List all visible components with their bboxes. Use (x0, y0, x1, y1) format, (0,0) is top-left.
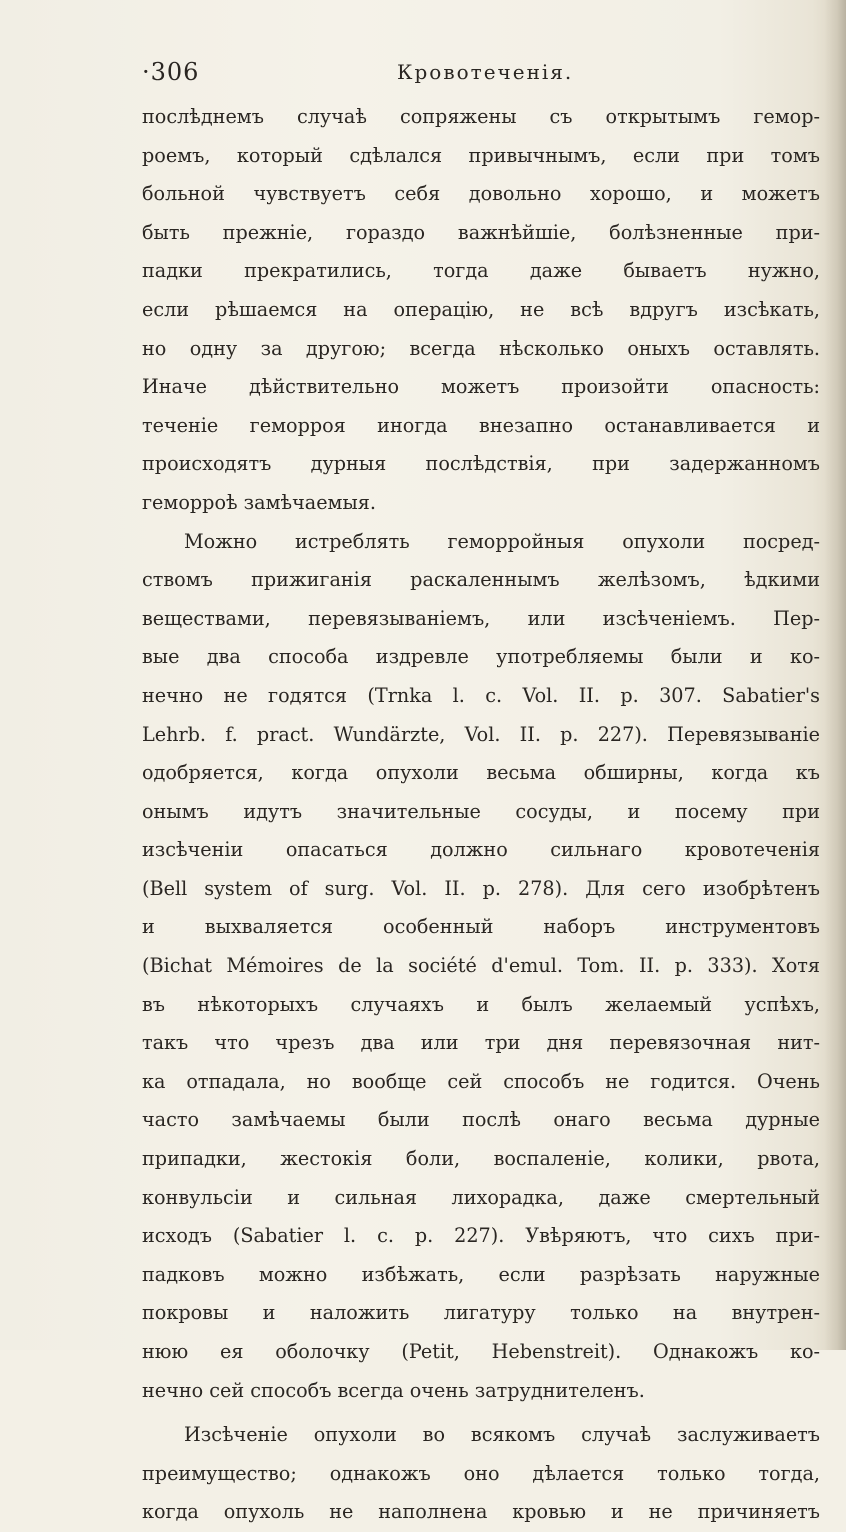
page-header (142, 58, 822, 94)
text-line: покровы и наложить лигатуру только на внутрен- (142, 1301, 820, 1325)
text-line: (Bell system of surg. Vol. II. p. 278). Для сего изобрѣтенъ (142, 876, 820, 900)
text-line: онымъ идутъ значительные сосуды, и посему при (142, 799, 820, 823)
text-line: нечно сей способъ всегда очень затруднителенъ. (142, 1378, 645, 1402)
text-line: вые два способа издревле употребляемы были и ко- (142, 645, 820, 669)
text-line: припадки, жестокія боли, воспаленіе, колики, рвота, (142, 1147, 820, 1171)
text-line: падковъ можно избѣжать, если разрѣзать наружные (142, 1262, 820, 1286)
text-line: часто замѣчаемы были послѣ онаго весьма дурные (142, 1108, 820, 1132)
text-line: нюю ея оболочку (Petit, Hebenstreit). Однакожъ ко- (142, 1340, 820, 1363)
text-line: если рѣшаемся на операцію, не всѣ вдругъ изсѣкать, (142, 297, 820, 321)
text-line: ствомъ прижиганія раскаленнымъ желѣзомъ, ѣдкими (142, 568, 820, 592)
text-line: роемъ, который сдѣлался привычнымъ, если при томъ (142, 143, 820, 167)
body-text (142, 98, 820, 1532)
text-line: Иначе дѣйствительно можетъ произойти опасность: (142, 375, 820, 399)
page-number: ·306 (142, 58, 200, 86)
text-line: когда опухоль не наполнена кровью и не причиняетъ (142, 1500, 820, 1524)
text-line: больной чувствуетъ себя довольно хорошо, и можетъ (142, 182, 820, 206)
text-line: одобряется, когда опухоли весьма обширны, когда къ (142, 761, 820, 785)
text-line: исходъ (Sabatier l. c. p. 227). Увѣряютъ, что сихъ при- (142, 1224, 820, 1248)
paragraph-start-line: Изсѣченіе опухоли во всякомъ случаѣ заслуживаетъ (184, 1423, 820, 1447)
text-line: ка отпадала, но вообще сей способъ не годится. Очень (142, 1069, 820, 1093)
page-edge-shadow (824, 0, 846, 1350)
text-line: теченіе геморроя иногда внезапно останавливается и (142, 413, 820, 437)
text-line: веществами, перевязываніемъ, или изсѣченіемъ. Пер- (142, 606, 820, 630)
text-line: изсѣченіи опасаться должно сильнаго кровотеченія (142, 838, 820, 862)
text-line: и выхваляется особенный наборъ инструментовъ (142, 915, 820, 939)
text-line: падки прекратились, тогда даже бываетъ нужно, (142, 259, 820, 283)
text-line: конвульсіи и сильная лихорадка, даже смертельный (142, 1185, 820, 1209)
text-line: геморроѣ замѣчаемыя. (142, 490, 376, 514)
text-line: происходятъ дурныя послѣдствія, при задержанномъ (142, 452, 820, 476)
paragraph-start-line: Можно истреблять геморройныя опухоли посред- (184, 529, 820, 553)
text-line: такъ что чрезъ два или три дня перевязочная нит- (142, 1031, 820, 1055)
running-title: Кровотеченія. (397, 60, 574, 84)
text-line: но одну за другою; всегда нѣсколько оныхъ оставлять. (142, 336, 820, 360)
text-line: нечно не годятся (Trnka l. c. Vol. II. p. 307. Sabatier's (142, 683, 820, 707)
text-line: послѣднемъ случаѣ сопряжены съ открытымъ гемор- (142, 105, 820, 128)
text-line: преимущество; однакожъ оно дѣлается только тогда, (142, 1461, 820, 1485)
text-line: въ нѣкоторыхъ случаяхъ и былъ желаемый успѣхъ, (142, 992, 820, 1016)
text-line: Lehrb. f. pract. Wundärzte, Vol. II. p. 227). Перевязываніе (142, 722, 820, 746)
text-line: быть прежніе, гораздо важнѣйшіе, болѣзненные при- (142, 220, 820, 244)
text-line: (Bichat Mémoires de la société d'emul. Tom. II. p. 333). Хотя (142, 954, 820, 978)
